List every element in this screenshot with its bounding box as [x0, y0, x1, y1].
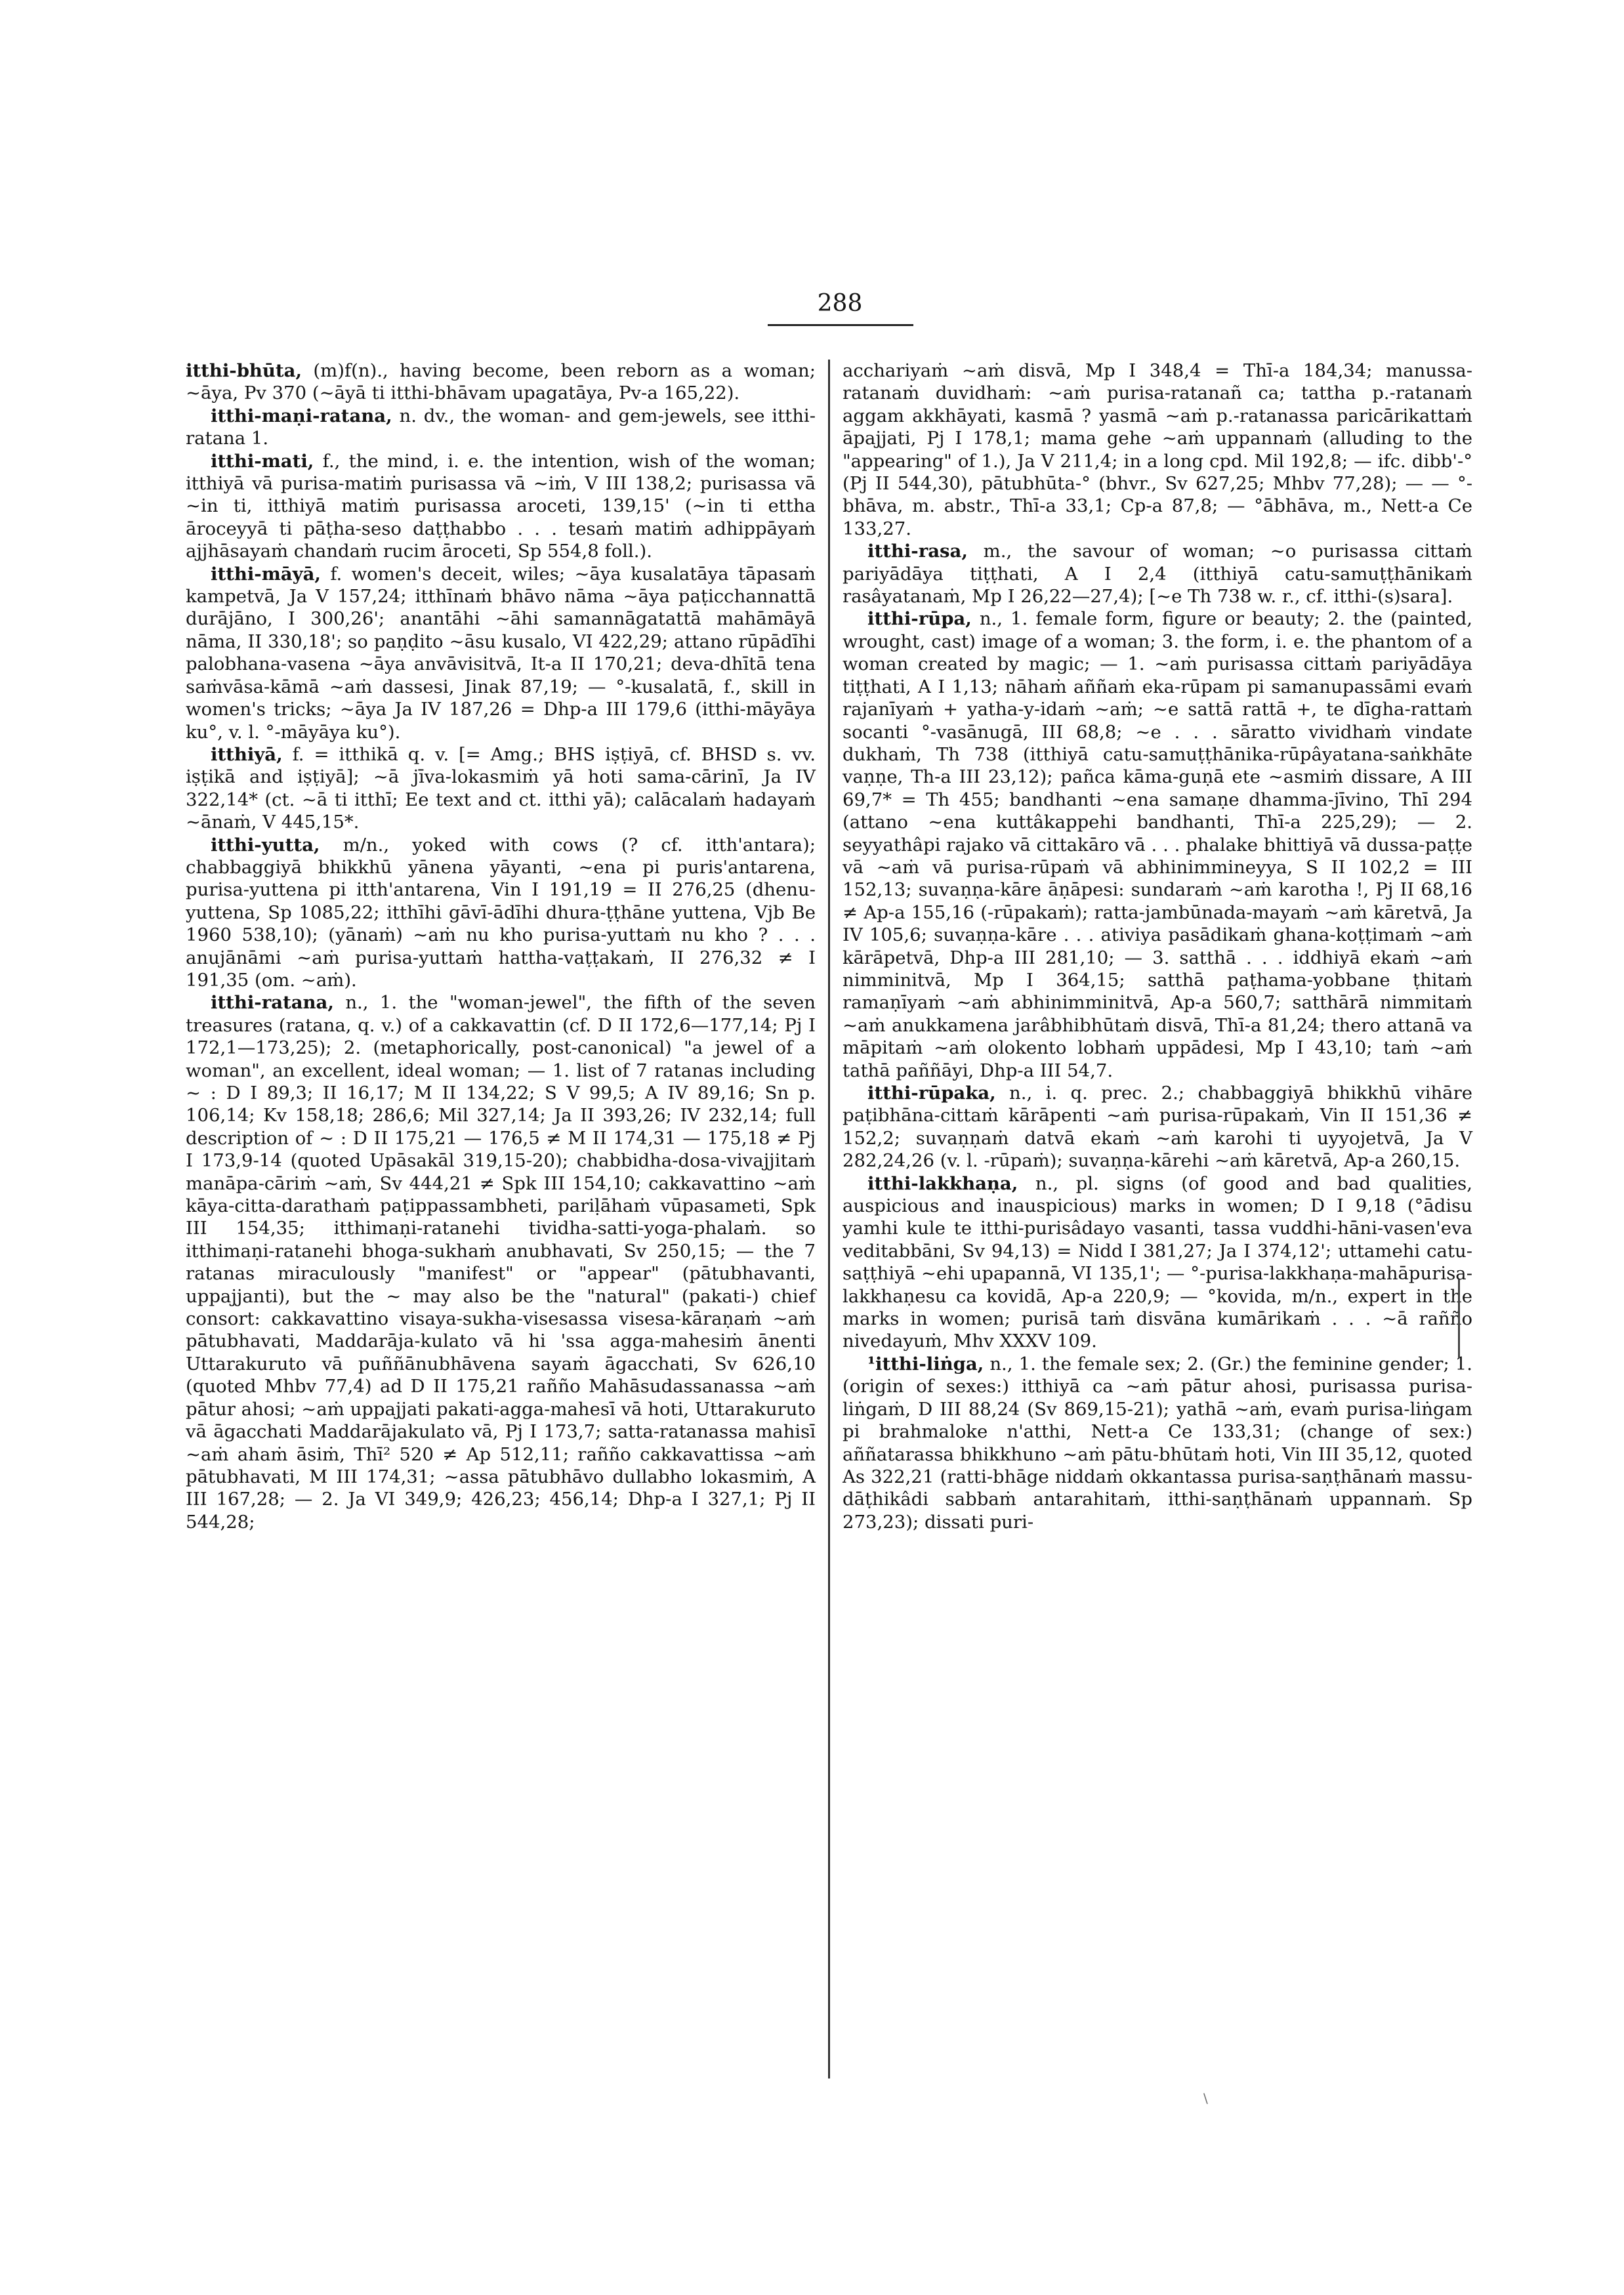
entry-headword: itthi-lakkhaṇa, [867, 1172, 1018, 1194]
dictionary-entry [186, 405, 816, 450]
entry-headword: itthi-rasa, [867, 541, 968, 562]
entry-headword: itthi-yutta, [211, 834, 320, 856]
dictionary-entry [843, 540, 1472, 608]
entry-text: f. women's deceit, wiles; ~āya kusalatāya tāpasaṁ kampetvā, Ja V 157,24; itthīnaṁ bhāvo nāma ~āya paṭicchannattā durājāno, I 300,26'; anantāhi ~āhi samannāgatattā mahāmāyā nāma, II 330,18'; so paṇḍito ~āsu kusalo, VI 422,29; attano rūpādīhi palobhana-vasena ~āya anvāvisitvā, It-a II 170,21; deva-dhītā tena saṁvāsa-kāmā ~aṁ dassesi, Jinak 87,19; — °-kusalatā, f., skill in women's tricks; ~āya Ja IV 187,26 = Dhp-a III 179,6 (itthi-māyāya ku°, v. l. °-māyāya ku°). [186, 563, 816, 743]
stray-mark: \ [1203, 2090, 1208, 2106]
entry-text: (m)f(n)., having become, been reborn as a woman; ~āya, Pv 370 (~āyā ti itthi-bhāvam upagatāya, Pv-a 165,22). [186, 360, 816, 404]
dictionary-entry [186, 450, 816, 563]
dictionary-entry [843, 360, 1472, 540]
entry-text: n., i. q. prec. 2.; chabbaggiyā bhikkhū vihāre paṭibhāna-cittaṁ kārāpenti ~aṁ purisa-rūpakaṁ, Vin II 151,36 ≠ 152,2; suvaṇṇaṁ datvā ekaṁ ~aṁ karohi ti uyyojetvā, Ja V 282,24,26 (v. l. -rūpaṁ); suvaṇṇa-kārehi ~aṁ kāretvā, Ap-a 260,15. [843, 1083, 1472, 1172]
dictionary-entry [843, 1082, 1472, 1172]
entry-text: m., the savour of woman; ~o purisassa cittaṁ pariyādāya tiṭṭhati, A I 2,4 (itthiyā catu-samuṭṭhānikaṁ rasâyatanaṁ, Mp I 26,22—27,4); [~e Th 738 w. r., cf. itthi-(s)sara]. [843, 541, 1472, 608]
dictionary-entry [186, 991, 816, 1533]
column-divider [828, 360, 830, 2078]
margin-mark [1458, 1279, 1460, 1358]
page-number: 288 [817, 290, 863, 317]
dictionary-entry [186, 743, 816, 834]
dictionary-entry [843, 1172, 1472, 1353]
dictionary-entry [186, 360, 816, 405]
entry-text: m/n., yoked with cows (? cf. itth'antara); chabbaggiyā bhikkhū yānena yāyanti, ~ena pi puris'antarena, purisa-yuttena pi itth'antarena, Vin I 191,19 = II 276,25 (dhenu-yuttena, Sp 1085,22; itthīhi gāvī-ādīhi dhura-ṭṭhāne yuttena, Vjb Be 1960 538,10); (yānaṁ) ~aṁ nu kho purisa-yuttaṁ nu kho ? . . . anujānāmi ~aṁ purisa-yuttaṁ hattha-vaṭṭakaṁ, II 276,32 ≠ I 191,35 (om. ~aṁ). [186, 834, 816, 991]
entry-headword: itthi-ratana, [211, 992, 334, 1014]
dictionary-entry [186, 834, 816, 992]
right-column [843, 360, 1472, 1533]
dictionary-entry [843, 608, 1472, 1082]
header-rule [768, 324, 913, 326]
entry-text: n., 1. the "woman-jewel", the fifth of the seven treasures (ratana, q. v.) of a cakkavattin (cf. D II 172,6—177,14; Pj I 172,1—173,25); 2. (metaphorically, post-canonical) "a jewel of a woman", an excellent, ideal woman; — 1. list of 7 ratanas including ~ : D I 89,3; II 16,17; M II 134,22; S V 99,5; A IV 89,16; Sn p. 106,14; Kv 158,18; 286,6; Mil 327,14; Ja II 393,26; IV 232,14; full description of ~ : D II 175,21 — 176,5 ≠ M II 174,31 — 175,18 ≠ Pj I 173,9-14 (quoted Upāsakāl 319,15-20); chabbidha-dosa-vivajjitaṁ manāpa-cāriṁ ~aṁ, Sv 444,21 ≠ Spk III 154,10; cakkavattino ~aṁ kāya-citta-darathaṁ paṭippassambheti, pariḷāhaṁ vūpasameti, Spk III 154,35; itthimaṇi-ratanehi tividha-satti-yoga-phalaṁ. so itthimaṇi-ratanehi bhoga-sukhaṁ anubhavati, Sv 250,15; — the 7 ratanas miraculously "manifest" or "appear" (pātubhavanti, uppajjanti), but the ~ may also be the "natural" (pakati-) chief consort: cakkavattino visaya-sukha-visesassa visesa-kāraṇaṁ ~aṁ pātubhavati, Maddarāja-kulato vā hi 'ssa agga-mahesiṁ ānenti Uttarakuruto vā puññānubhāvena sayaṁ āgacchati, Sv 626,10 (quoted Mhbv 77,4) ad D II 175,21 rañño Mahāsudassanassa ~aṁ pātur ahosi; ~aṁ uppajjati pakati-agga-mahesī vā hoti, Uttarakuruto vā āgacchati Maddarājakulato vā, Pj I 173,7; satta-ratanassa mahisī ~aṁ ahaṁ āsiṁ, Thī² 520 ≠ Ap 512,11; rañño cakkavattissa ~aṁ pātubhavati, M III 174,31; ~assa pātubhāvo dullabho lokasmiṁ, A III 167,28; — 2. Ja VI 349,9; 426,23; 456,14; Dhp-a I 327,1; Pj II 544,28; [186, 992, 816, 1533]
entry-text: f. = itthikā q. v. [= Amg.; BHS iṣṭiyā, cf. BHSD s. vv. iṣṭikā and iṣṭiyā]; ~ā jīva-lokasmiṁ yā hoti sama-cārinī, Ja IV 322,14* (ct. ~ā ti itthī; Ee text and ct. itthi yā); calācalaṁ hadayaṁ ~ānaṁ, V 445,15*. [186, 743, 816, 833]
entry-headword: itthi-rūpa, [867, 608, 972, 630]
entry-headword: itthi-rūpaka, [867, 1083, 996, 1104]
dictionary-entry [186, 563, 816, 743]
entry-text: n., pl. signs (of good and bad qualities, auspicious and inauspicious) marks in women; D I 9,18 (°ādisu yamhi kule te itthi-purisâdayo vasanti, tassa vuddhi-hāni-vasen'eva veditabbāni, Sv 94,13) = Nidd I 381,27; Ja I 374,12'; uttamehi catu-saṭṭhiyā ~ehi upapannā, VI 135,1'; — °-purisa-lakkhaṇa-mahāpurisa-lakkhaṇesu ca kovidā, Ap-a 220,9; — °kovida, m/n., expert in the marks in women; purisā taṁ disvāna kumārikaṁ . . . ~ā rañño nivedayuṁ, Mhv XXXV 109. [843, 1172, 1472, 1352]
dictionary-entry [843, 1353, 1472, 1533]
entry-headword: itthi-māyā, [211, 563, 321, 585]
entry-text: n., 1. the female sex; 2. (Gr.) the feminine gender; 1. (origin of sexes:) itthiyā ca ~aṁ pātur ahosi, purisassa purisa-liṅgaṁ, D III 88,24 (Sv 869,15-21); yathā ~aṁ, evaṁ purisa-liṅgam pi brahmaloke n'atthi, Nett-a Ce 133,31; (change of sex:) aññatarassa bhikkhuno ~aṁ pātu-bhūtaṁ hoti, Vin III 35,12, quoted As 322,21 (ratti-bhāge niddaṁ okkantassa purisa-saṇṭhānaṁ massu-dāṭhikâdi sabbaṁ antarahitaṁ, itthi-saṇṭhānaṁ uppannaṁ. Sp 273,23); dissati puri- [843, 1353, 1472, 1533]
entry-headword: itthi-mati, [211, 450, 314, 472]
entry-text: f., the mind, i. e. the intention, wish of the woman; itthiyā vā purisa-matiṁ purisassa vā ~iṁ, V III 138,2; purisassa vā ~in ti, itthiyā matiṁ purisassa aroceti, 139,15' (~in ti ettha āroceyyā ti pāṭha-seso daṭṭhabbo . . . tesaṁ matiṁ adhippāyaṁ ajjhāsayaṁ chandaṁ rucim āroceti, Sp 554,8 foll.). [186, 450, 816, 562]
entry-text: n., 1. female form, figure or beauty; 2. the (painted, wrought, cast) image of a woman; 3. the form, i. e. the phantom of a woman created by magic; — 1. ~aṁ purisassa cittaṁ pariyādāya tiṭṭhati, A I 1,13; nāhaṁ aññaṁ eka-rūpam pi samanupassāmi evaṁ rajanīyaṁ + yatha-y-idaṁ ~aṁ; ~e sattā rattā +, te dīgha-rattaṁ socanti °-vasānugā, III 68,8; ~e . . . sāratto vividhaṁ vindate dukhaṁ, Th 738 (itthiyā catu-samuṭṭhānika-rūpâyatana-saṅkhāte vaṇṇe, Th-a III 23,12); pañca kāma-guṇā ete ~asmiṁ dissare, A III 69,7* = Th 455; bandhanti ~ena samaṇe dhamma-jīvino, Thī 294 (attano ~ena kuttâkappehi bandhanti, Thī-a 225,29); — 2. seyyathâpi rajako vā cittakāro vā . . . phalake bhittiyā vā dussa-paṭṭe vā ~aṁ vā purisa-rūpaṁ vā abhinimmineyya, S II 102,2 = III 152,13; suvaṇṇa-kāre āṇāpesi: sundaraṁ ~aṁ karotha !, Pj II 68,16 ≠ Ap-a 155,16 (-rūpakaṁ); ratta-jambūnada-mayaṁ ~aṁ kāretvā, Ja IV 105,6; suvaṇṇa-kāre . . . ativiya pasādikaṁ ghana-koṭṭimaṁ ~aṁ kārāpetvā, Dhp-a III 281,10; — 3. satthā . . . iddhiyā ekaṁ ~aṁ nimminitvā, Mp I 364,15; satthā paṭhama-yobbane ṭhitaṁ ramaṇīyaṁ ~aṁ abhinimminitvā, Ap-a 560,7; satthārā nimmitaṁ ~aṁ anukkamena jarâbhibhūtaṁ disvā, Thī-a 81,24; thero attanā va māpitaṁ ~aṁ olokento lobhaṁ uppādesi, Mp I 43,10; taṁ ~aṁ tathā paññāyi, Dhp-a III 54,7. [843, 608, 1472, 1081]
entry-text: n. dv., the woman- and gem-jewels, see itthi-ratana 1. [186, 405, 816, 449]
entry-headword: itthi-maṇi-ratana, [211, 405, 392, 426]
entry-headword: itthiyā, [211, 743, 283, 765]
left-column [186, 360, 816, 1533]
entry-headword: ¹itthi-liṅga, [867, 1353, 984, 1375]
entry-headword: itthi-bhūta, [186, 360, 302, 381]
entry-text: acchariyaṁ ~aṁ disvā, Mp I 348,4 = Thī-a 184,34; manussa-ratanaṁ duvidhaṁ: ~aṁ purisa-ratanañ ca; tattha p.-ratanaṁ aggam akkhāyati, kasmā ? yasmā ~aṁ p.-ratanassa paricārikattaṁ āpajjati, Pj I 178,1; mama gehe ~aṁ uppannaṁ (alluding to the "appearing" of 1.), Ja V 211,4; in a long cpd. Mil 192,8; — ifc. dibb'-° (Pj II 544,30), pātubhūta-° (bhvr., Sv 627,25; Mhbv 77,28); — — °-bhāva, m. abstr., Thī-a 33,1; Cp-a 87,8; — °ābhāva, m., Nett-a Ce 133,27. [843, 360, 1472, 539]
